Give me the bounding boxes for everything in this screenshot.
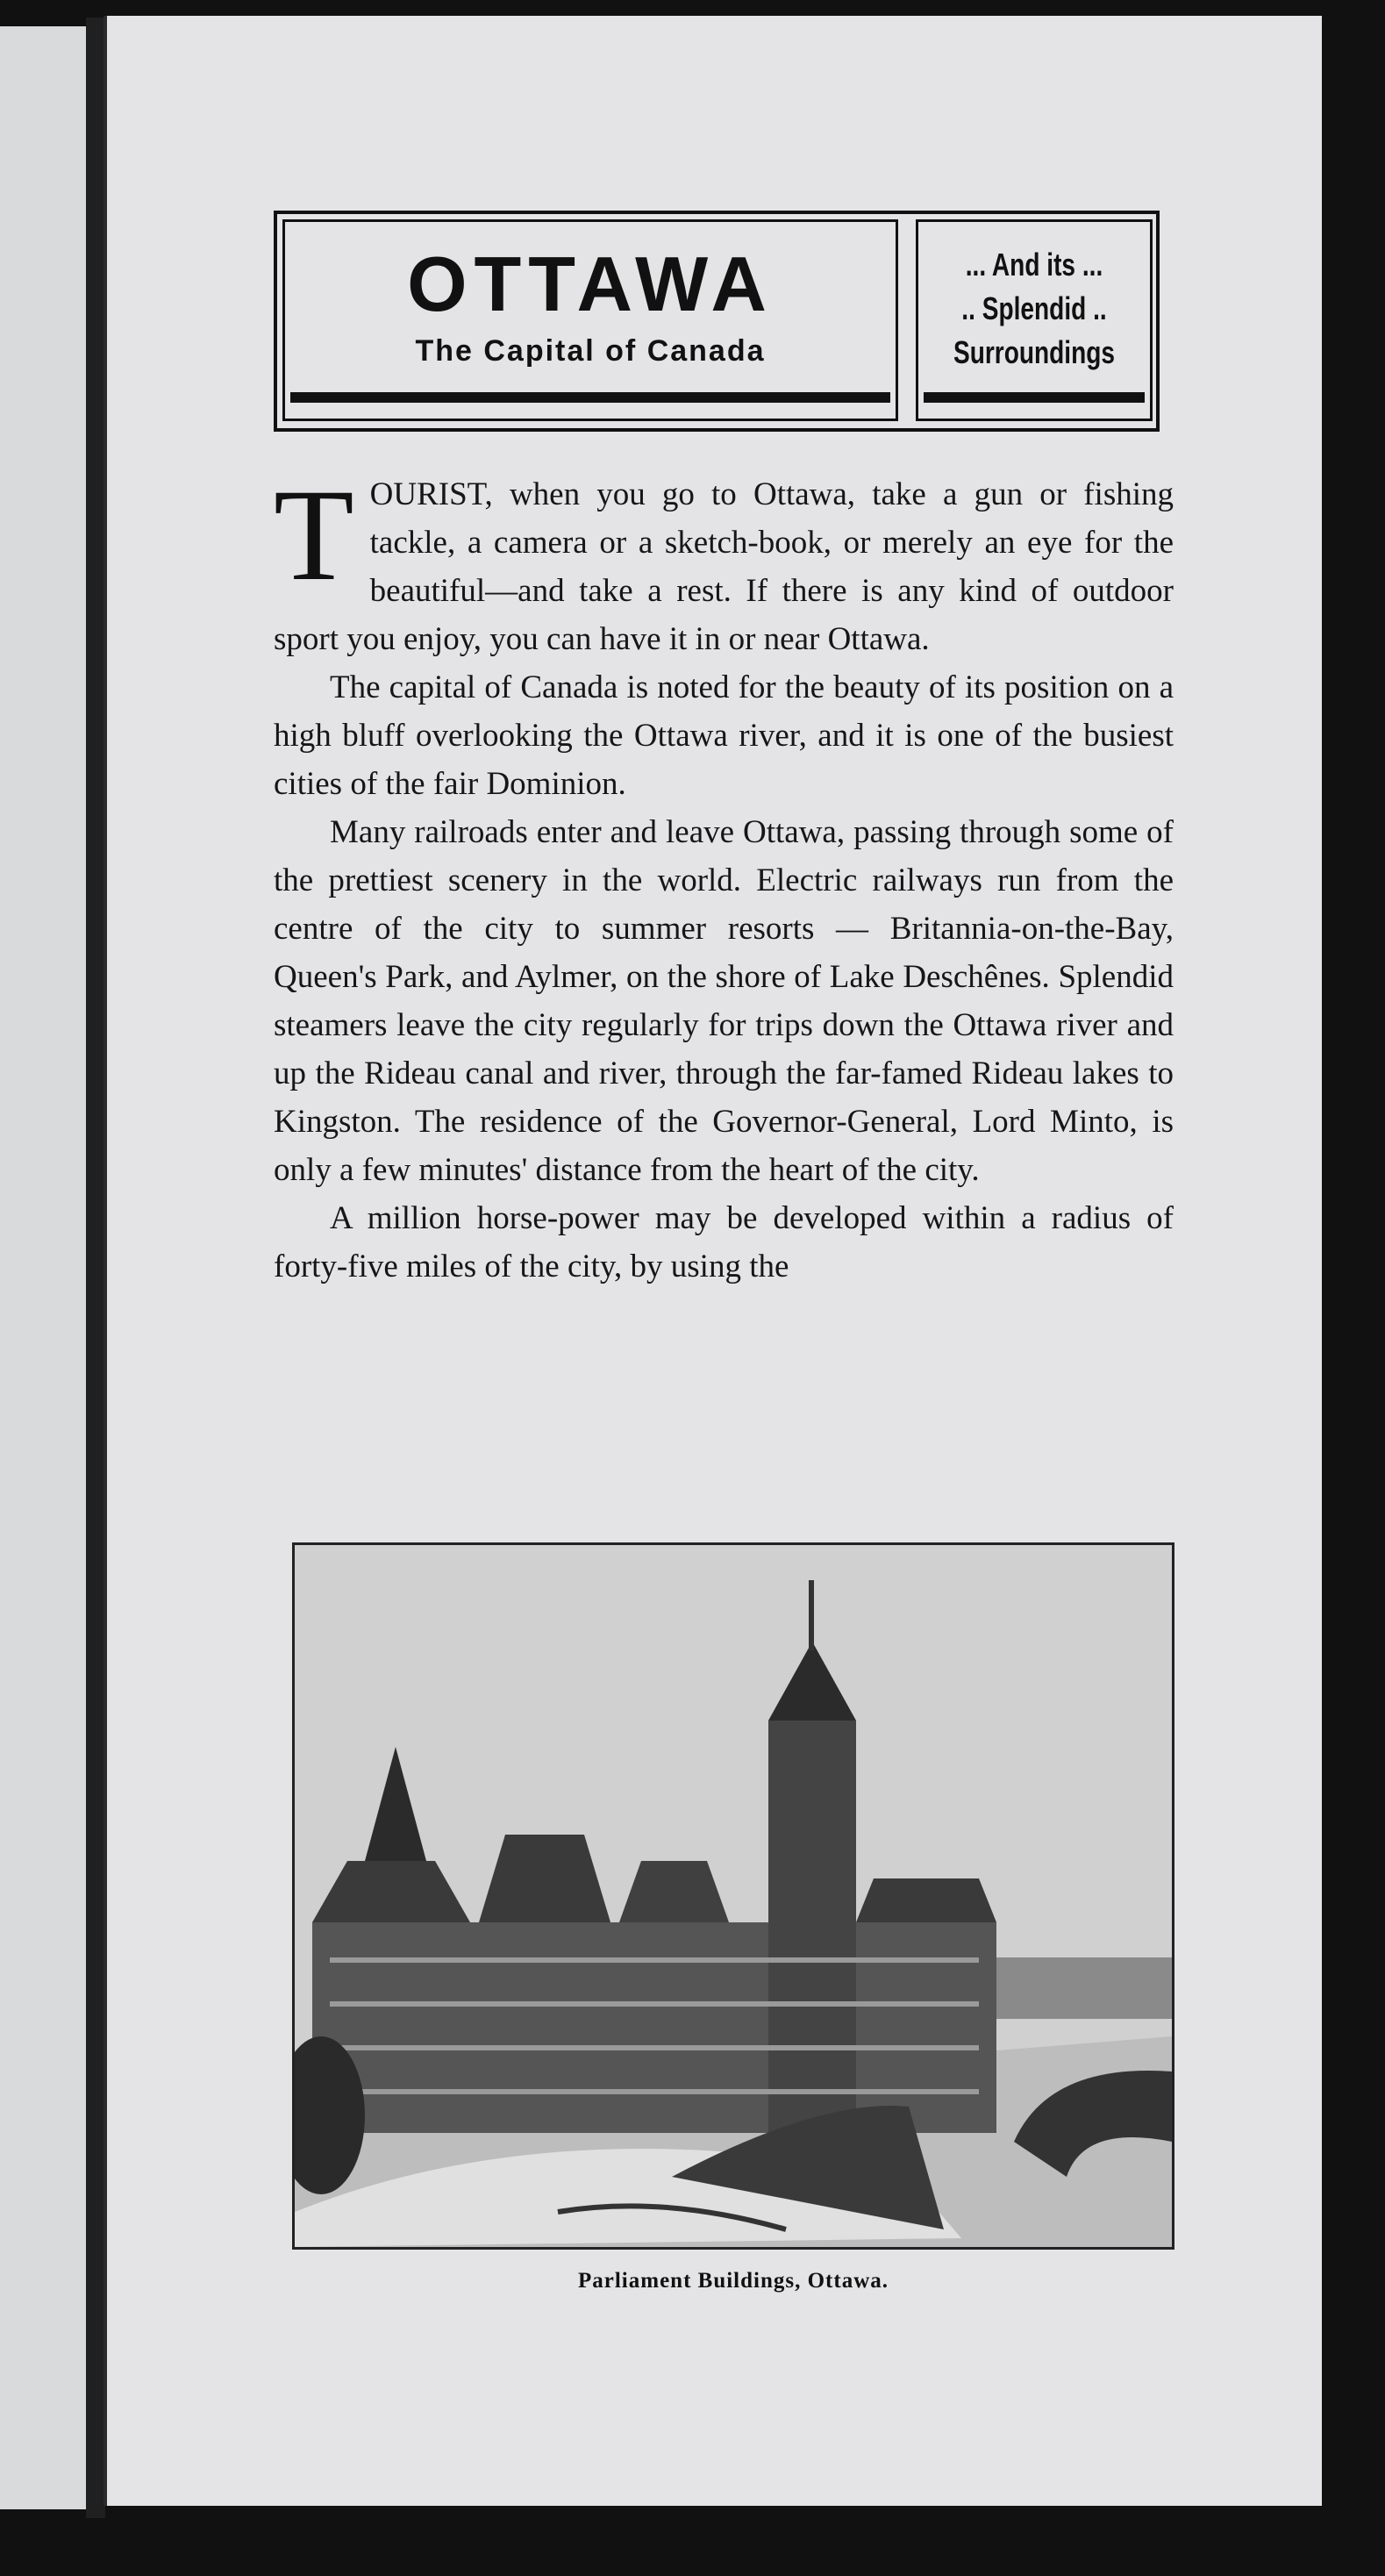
- header-box: [274, 211, 1160, 432]
- paragraph-1: [274, 462, 1174, 663]
- facing-page-edge: [0, 26, 93, 2509]
- paragraph-2: The capital of Canada is noted for the beauty of its position on a high bluff overlooking the Ottawa river, and it is one of the busiest cities of the fair Dominion.: [274, 669, 1174, 802]
- tagline-line-3: Surroundings: [953, 334, 1116, 370]
- tagline-line-1: ... And its ...: [965, 247, 1103, 283]
- tagline: [944, 243, 1124, 375]
- header-title-panel: [282, 219, 898, 421]
- parliament-photo: [292, 1542, 1174, 2250]
- page-subtitle: The Capital of Canada: [415, 334, 766, 368]
- parliament-illustration: [295, 1545, 1172, 2247]
- drop-cap: T: [274, 462, 354, 608]
- paragraph-4: A million horse-power may be developed within a radius of forty-five miles of the city, by using the: [274, 1200, 1174, 1284]
- header-rule: [290, 392, 890, 403]
- page-title: OTTAWA: [407, 240, 774, 327]
- tagline-line-2: .. Splendid ..: [961, 290, 1107, 326]
- paragraph-3: Many railroads enter and leave Ottawa, passing through some of the prettiest scenery in the world. Electric railways run from the centre of the city to summer resorts — Britannia-on-the-Bay, Queen's Park, and Aylmer, on the shore of Lake Deschênes. Splendid steamers leave the city regularly for trips down the Ottawa river and up the Rideau canal and river, through the far-famed Rideau lakes to Kingston. The residence of the Governor-General, Lord Minto, is only a few minutes' distance from the heart of the city.: [274, 814, 1174, 1188]
- book-gutter: [86, 18, 105, 2518]
- tagline-rule: [924, 392, 1145, 403]
- article-body: [274, 462, 1174, 1291]
- header-tagline-panel: [916, 219, 1153, 421]
- paragraph-1-text: OURIST, when you go to Ottawa, take a gun or fishing tackle, a camera or a sketch-book, or merely an eye for the beautiful—and take a rest. If there is any kind of outdoor sport you enjoy, you can have it in or near Ottawa.: [274, 476, 1174, 657]
- photo-caption: Parliament Buildings, Ottawa.: [577, 2269, 889, 2293]
